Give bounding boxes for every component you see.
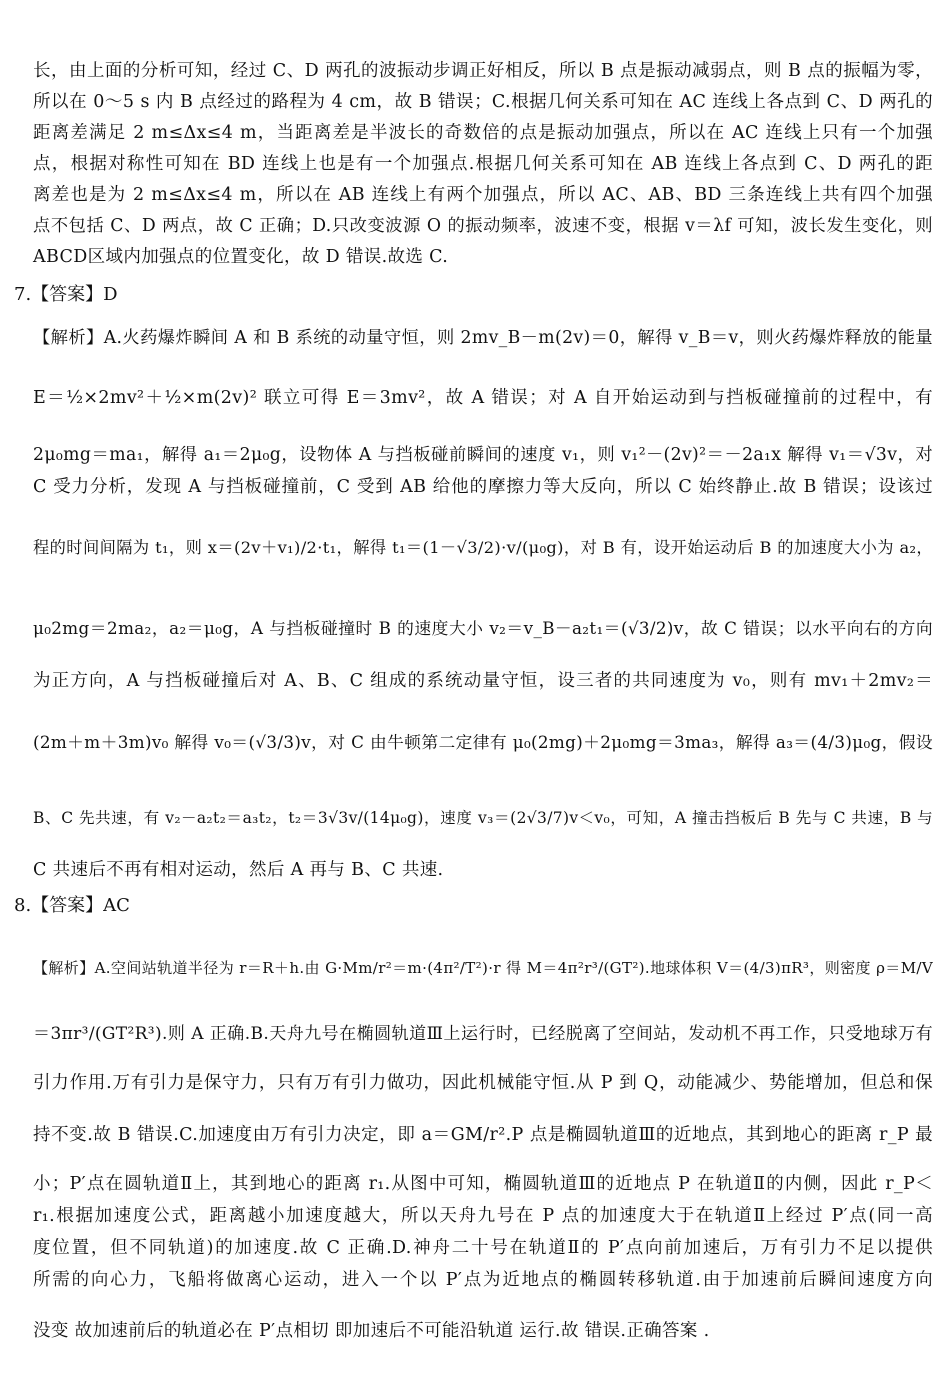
text-line: μ₀2mg＝2ma₂，a₂＝μ₀g，A 与挡板碰撞时 B 的速度大小 v₂＝v_B－a₂t₁＝(√3/2)v，故 C 错误；以水平向右的方向 <box>33 618 933 638</box>
text-line: 持不变.故 B 错误.C.加速度由万有引力决定，即 a＝GM/r².P 点是椭圆轨道Ⅲ的近地点，其到地心的距离 r_P 最 <box>33 1125 933 1145</box>
text-line: 引力作用.万有引力是保守力，只有万有引力做功，因此机械能守恒.从 P 到 Q，动能减少、势能增加，但总和保 <box>33 1073 933 1093</box>
text-line: 为正方向，A 与挡板碰撞后对 A、B、C 组成的系统动量守恒，设三者的共同速度为 v₀，则有 mv₁＋2mv₂＝ <box>33 671 933 691</box>
text-line: 所需的向心力，飞船将做离心运动，进入一个以 P′点为近地点的椭圆转移轨道.由于加速前后瞬间速度方向 <box>33 1270 933 1290</box>
text-line: 点，根据对称性可知在 BD 连线上也是有一个加强点.根据几何关系可知在 AB 连线上各点到 C、D 两孔的距 <box>33 154 933 174</box>
answer-heading: 8.【答案】AC <box>14 895 130 916</box>
text-line: 2μ₀mg＝ma₁，解得 a₁＝2μ₀g，设物体 A 与挡板碰前瞬间的速度 v₁，则 v₁²－(2v)²＝－2a₁x 解得 v₁＝√3v，对 <box>33 445 933 465</box>
text-line: 距离差满足 2 m≤Δx≤4 m，当距离差是半波长的奇数倍的点是振动加强点，所以在 AC 连线上只有一个加强 <box>33 123 933 143</box>
text-line: 长，由上面的分析可知，经过 C、D 两孔的波振动步调正好相反，所以 B 点是振动减弱点，则 B 点的振幅为零， <box>33 61 933 81</box>
text-line: 小；P′点在圆轨道Ⅱ上，其到地心的距离 r₁.从图中可知，椭圆轨道Ⅲ的近地点 P 在轨道Ⅱ的内侧，因此 r_P＜ <box>33 1174 933 1194</box>
answer-heading: 7.【答案】D <box>14 284 118 305</box>
text-line: r₁.根据加速度公式，距离越小加速度越大，所以天舟九号在 P 点的加速度大于在轨道Ⅱ上经过 P′点(同一高 <box>33 1206 933 1226</box>
text-line: 点不包括 C、D 两点，故 C 正确；D.只改变波源 O 的振动频率，波速不变，根据 v＝λf 可知，波长发生变化，则 <box>33 216 933 236</box>
text-line: 没变 故加速前后的轨道必在 P′点相切 即加速后不可能沿轨道 运行.故 错误.正确答案 . <box>33 1321 710 1341</box>
text-line: 【解析】A.空间站轨道半径为 r＝R＋h.由 G·Mm/r²＝m·(4π²/T²)·r 得 M＝4π²r³/(GT²).地球体积 V＝(4/3)πR³，则密度 ρ＝M/V <box>33 959 933 977</box>
text-line: (2m＋m＋3m)v₀ 解得 v₀＝(√3/3)v，对 C 由牛顿第二定律有 μ₀(2mg)＋2μ₀mg＝3ma₃，解得 a₃＝(4/3)μ₀g，假设 <box>33 732 933 752</box>
text-line: 【解析】A.火药爆炸瞬间 A 和 B 系统的动量守恒，则 2mv_B－m(2v)＝0，解得 v_B＝v，则火药爆炸释放的能量 <box>33 328 933 348</box>
text-line: 离差也是为 2 m≤Δx≤4 m，所以在 AB 连线上有两个加强点，所以 AC、AB、BD 三条连线上共有四个加强 <box>33 185 933 205</box>
text-line: B、C 先共速，有 v₂－a₂t₂＝a₃t₂，t₂＝3√3v/(14μ₀g)，速度 v₃＝(2√3/7)v＜v₀，可知，A 撞击挡板后 B 先与 C 共速，B 与 <box>33 809 933 827</box>
text-line: C 受力分析，发现 A 与挡板碰撞前，C 受到 AB 给他的摩擦力等大反向，所以 C 始终静止.故 B 错误；设该过 <box>33 477 933 497</box>
text-line: 度位置，但不同轨道)的加速度.故 C 正确.D.神舟二十号在轨道Ⅱ的 P′点向前加速后，万有引力不足以提供 <box>33 1238 933 1258</box>
text-line: E＝½×2mv²＋½×m(2v)² 联立可得 E＝3mv²，故 A 错误；对 A 自开始运动到与挡板碰撞前的过程中，有 <box>33 388 933 408</box>
text-line: C 共速后不再有相对运动，然后 A 再与 B、C 共速. <box>33 860 444 880</box>
text-line: 所以在 0～5 s 内 B 点经过的路程为 4 cm，故 B 错误；C.根据几何关系可知在 AC 连线上各点到 C、D 两孔的 <box>33 92 933 112</box>
text-line: ＝3πr³/(GT²R³).则 A 正确.B.天舟九号在椭圆轨道Ⅲ上运行时，已经脱离了空间站，发动机不再工作，只受地球万有 <box>33 1024 933 1044</box>
text-line: 程的时间间隔为 t₁，则 x＝(2v＋v₁)/2·t₁，解得 t₁＝(1－√3/2)·v/(μ₀g)，对 B 有，设开始运动后 B 的加速度大小为 a₂， <box>33 538 933 557</box>
text-line: ABCD区域内加强点的位置变化，故 D 错误.故选 C. <box>33 247 449 267</box>
